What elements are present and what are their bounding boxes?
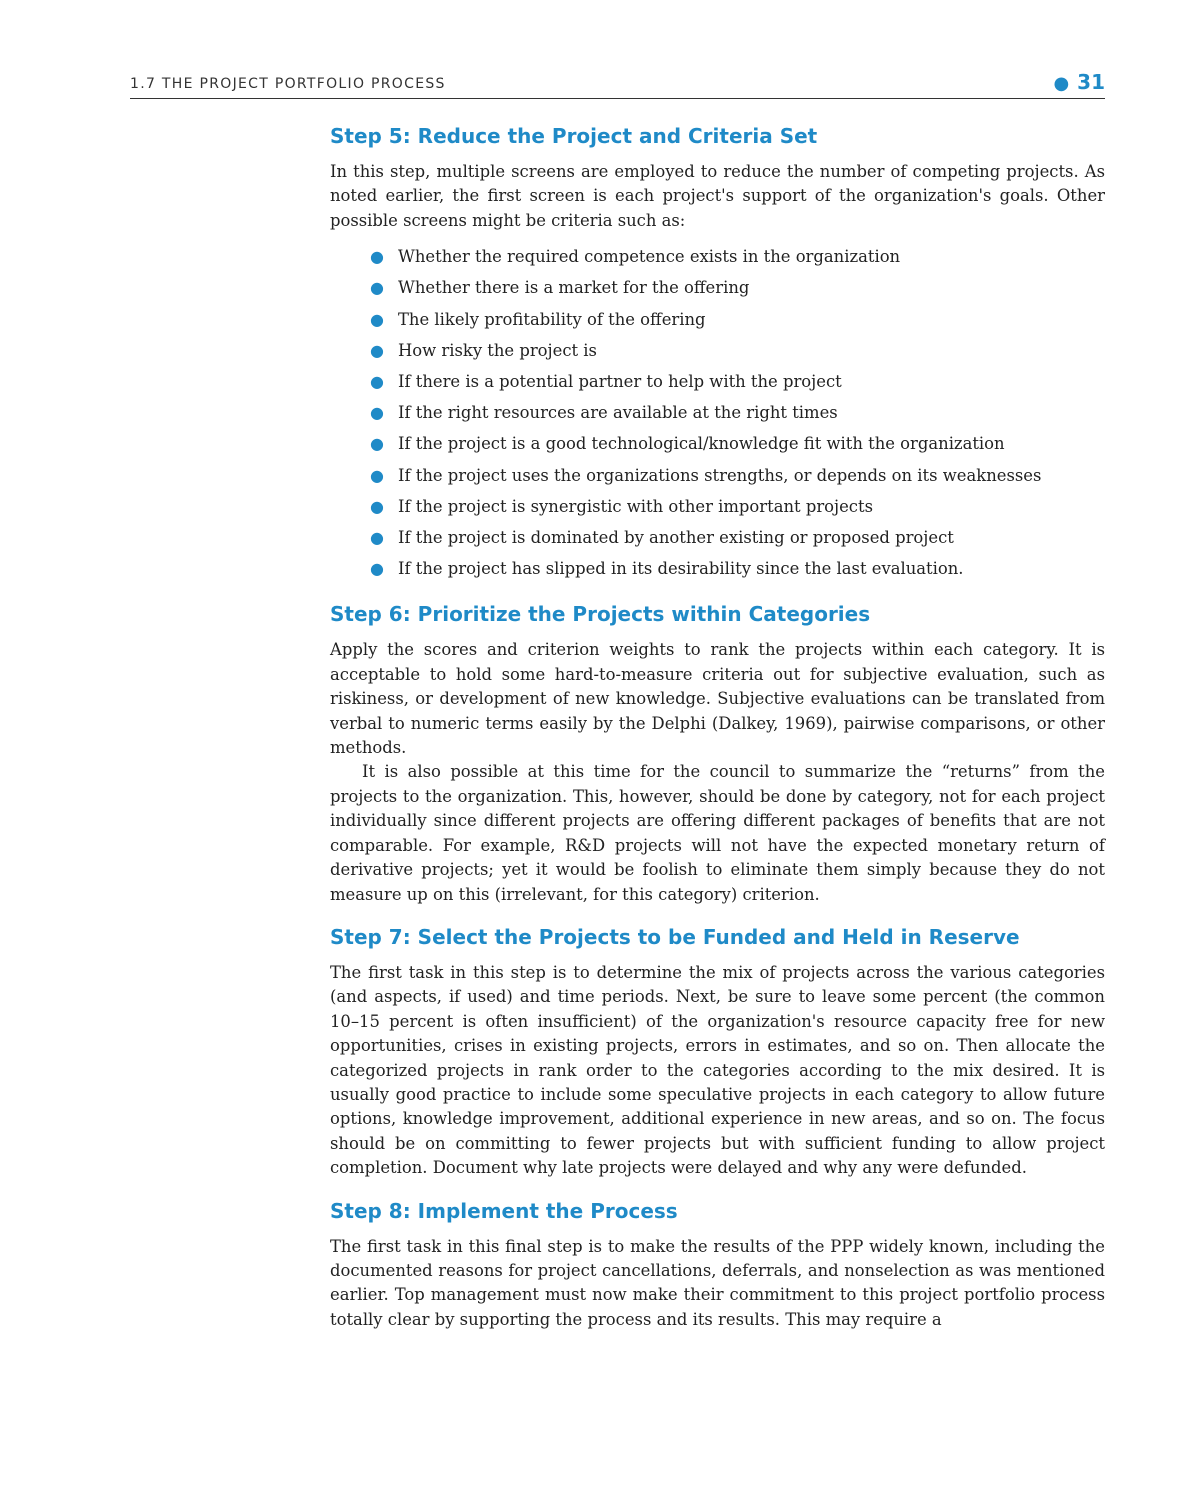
section-heading: Step 7: Select the Projects to be Funded and Held in Reserve: [330, 924, 1020, 949]
bullet-icon: ●: [370, 434, 384, 454]
page-number: [1053, 70, 1105, 94]
section-step-5: [330, 122, 1105, 584]
paragraph: In this step, multiple screens are employed to reduce the number of competing projects. As noted earlier, the first screen is each project's support of the organization's goals. Other possible screens might be criteria such as:: [330, 162, 1105, 230]
list-item: ● If the project is synergistic with other important projects: [330, 491, 1105, 522]
paragraph: It is also possible at this time for the council to summarize the “returns” from the projects to the organization. This, however, should be done by category, not for each project individually since different projects are offering different packages of benefits that are not comparable. For example, R&D projects will not have the expected monetary return of derivative projects; yet it would be foolish to eliminate them simply because they do not measure up on this (irrelevant, for this category) criterion.: [330, 762, 1105, 904]
section-heading: Step 5: Reduce the Project and Criteria Set: [330, 124, 818, 148]
bullet-icon: ●: [370, 559, 384, 579]
bullet-icon: ●: [370, 247, 384, 267]
bullet-icon: ●: [370, 403, 384, 423]
section-step-7: [330, 923, 1105, 1181]
paragraph: Apply the scores and criterion weights to rank the projects within each category. It is acceptable to hold some hard-to-measure criteria out for subjective evaluation, such as riskiness, or development of new knowledge. Subjective evaluations can be translated from verbal to numeric terms easily by the Delphi (Dalkey, 1969), pairwise comparisons, or other methods.: [330, 640, 1105, 758]
criteria-list: [330, 241, 1105, 584]
list-item: ● If the project uses the organizations strengths, or depends on its weaknesses: [330, 460, 1105, 491]
bullet-icon: ●: [370, 340, 384, 360]
bullet-icon: ●: [370, 309, 384, 329]
list-item: ● How risky the project is: [330, 335, 1105, 366]
list-item: ● If there is a potential partner to help with the project: [330, 366, 1105, 397]
page-number-value: 31: [1077, 70, 1105, 94]
bullet-icon: ●: [1053, 73, 1070, 94]
section-step-6: [330, 600, 1105, 906]
list-item: ● Whether there is a market for the offering: [330, 272, 1105, 303]
bullet-icon: ●: [370, 496, 384, 516]
list-item: ● The likely profitability of the offering: [330, 304, 1105, 335]
list-item: ● If the project has slipped in its desirability since the last evaluation.: [330, 553, 1105, 584]
list-item: ● If the right resources are available at the right times: [330, 397, 1105, 428]
bullet-icon: ●: [370, 465, 384, 485]
running-head-title: 1.7 THE PROJECT PORTFOLIO PROCESS: [130, 76, 446, 92]
list-item: ● Whether the required competence exists in the organization: [330, 241, 1105, 272]
section-heading: Step 6: Prioritize the Projects within Categories: [330, 602, 871, 627]
list-item: ● If the project is a good technological/knowledge fit with the organization: [330, 428, 1105, 459]
list-item: ● If the project is dominated by another existing or proposed project: [330, 522, 1105, 553]
bullet-icon: ●: [370, 278, 384, 298]
paragraph: The first task in this step is to determine the mix of projects across the various categories (and aspects, if used) and time periods. Next, be sure to leave some percent (the common 10–15 percent is often insufficient) of the organization's resource capacity free for new opportunities, crises in existing projects, errors in estimates, and so on. Then allocate the categorized projects in rank order to the categories according to the mix desired. It is usually good practice to include some speculative projects in each category to allow future options, knowledge improvement, additional experience in new areas, and so on. The focus should be on committing to fewer projects but with sufficient funding to allow project completion. Document why late projects were delayed and why any were defunded.: [330, 962, 1105, 1178]
page-content: [330, 122, 1105, 1332]
bullet-icon: ●: [370, 372, 384, 392]
paragraph: The first task in this final step is to make the results of the PPP widely known, including the documented reasons for project cancellations, deferrals, and nonselection as was mentioned earlier. Top management must now make their commitment to this project portfolio process totally clear by supporting the process and its results. This may require a: [330, 1236, 1105, 1329]
running-head: [130, 70, 1105, 99]
section-step-8: [330, 1197, 1105, 1333]
section-heading: Step 8: Implement the Process: [330, 1198, 678, 1223]
bullet-icon: ●: [370, 528, 384, 548]
